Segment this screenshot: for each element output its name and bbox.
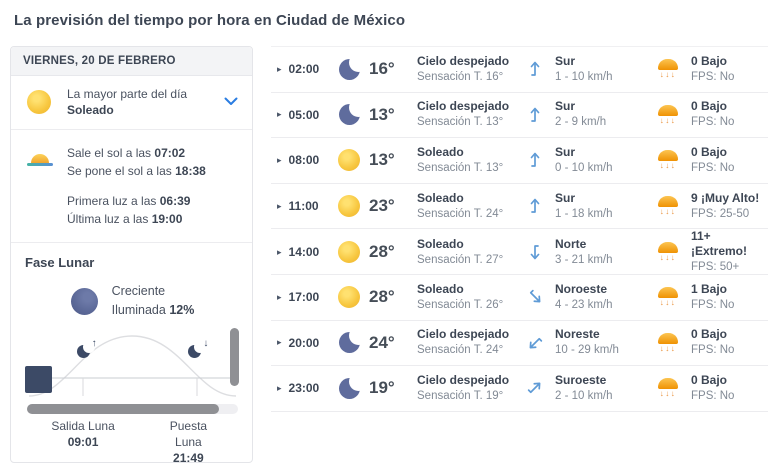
sun-icon (338, 241, 360, 263)
feels-like-label: Sensación T. 24° (417, 207, 504, 220)
temperature: 28° (369, 242, 395, 262)
hour-label: 08:00 (288, 153, 320, 168)
moon-icon (339, 59, 360, 80)
wind-speed-label: 10 - 29 km/h (555, 344, 619, 357)
day-summary-card (10, 46, 253, 463)
uv-index-label: 0 Bajo (691, 144, 728, 159)
wind-direction-label: Sur (555, 53, 576, 68)
sun-icon (338, 149, 360, 171)
expand-arrow-icon[interactable]: ▸ (277, 382, 282, 393)
sun-icon (27, 90, 51, 114)
chevron-down-icon[interactable] (224, 93, 238, 111)
uv-fps-label: FPS: No (691, 116, 735, 129)
wind-direction-label: Sur (555, 99, 576, 114)
moonrise-time: 09:01 (67, 435, 99, 449)
feels-like-label: Sensación T. 13° (417, 161, 504, 174)
forecast-row[interactable] (271, 47, 768, 93)
temperature: 16° (369, 59, 395, 79)
moonrise-time-block: Salida Luna 09:01 (51, 419, 115, 449)
uv-index-label: 1 Bajo (691, 281, 728, 296)
condition-label: Soleado (417, 144, 464, 159)
uv-index-icon: ↓↓↓ (657, 242, 679, 262)
wind-direction-icon (522, 376, 547, 401)
first-light-line: Primera luz a las 06:39 (67, 194, 191, 208)
condition-label: Cielo despejado (417, 372, 510, 387)
uv-index-label: 9 ¡Muy Alto! (691, 190, 760, 205)
sunrise-icon (27, 154, 53, 228)
slider-handle[interactable] (25, 366, 52, 393)
last-light-time: 19:00 (151, 212, 183, 226)
vertical-scrollbar[interactable] (230, 328, 239, 386)
expand-arrow-icon[interactable]: ▸ (277, 291, 282, 302)
forecast-list (271, 46, 768, 412)
expand-arrow-icon[interactable]: ▸ (277, 154, 282, 165)
moon-icon (339, 332, 360, 353)
sun-icon (338, 286, 360, 308)
hour-label: 05:00 (288, 107, 320, 122)
expand-arrow-icon[interactable]: ▸ (277, 200, 282, 211)
moonset-time: 21:49 (173, 451, 204, 465)
moon-section-title: Fase Lunar (25, 255, 95, 270)
wind-speed-label: 2 - 10 km/h (555, 389, 613, 402)
wind-speed-label: 0 - 10 km/h (555, 161, 613, 174)
uv-fps-label: FPS: No (691, 161, 735, 174)
wind-direction-label: Suroeste (555, 372, 607, 387)
temperature: 19° (369, 378, 395, 398)
uv-index-icon: ↓↓↓ (657, 196, 679, 216)
horizontal-scrollbar[interactable] (27, 404, 238, 414)
wind-direction-icon (527, 59, 543, 79)
expand-arrow-icon[interactable]: ▸ (277, 337, 282, 348)
moonset-time-block: Puesta Luna 21:49 (163, 418, 215, 466)
hour-label: 23:00 (288, 381, 320, 396)
uv-index-label: 0 Bajo (691, 372, 728, 387)
moon-icon (339, 104, 360, 125)
moonrise-icon: ↑ (77, 342, 95, 360)
hour-label: 14:00 (288, 245, 320, 260)
sun-times-section (11, 130, 252, 243)
uv-index-icon: ↓↓↓ (657, 150, 679, 170)
uv-fps-label: FPS: 25-50 (691, 207, 750, 220)
uv-index-label: 0 Bajo (691, 99, 728, 114)
uv-index-icon: ↓↓↓ (657, 59, 679, 79)
uv-index-icon: ↓↓↓ (657, 378, 679, 398)
wind-direction-label: Sur (555, 144, 576, 159)
condition-label: Soleado (417, 190, 464, 205)
hour-label: 02:00 (288, 62, 320, 77)
forecast-row[interactable] (271, 275, 768, 321)
temperature: 24° (369, 332, 395, 352)
uv-index-label: 11+ ¡Extremo! (691, 229, 748, 259)
feels-like-label: Sensación T. 19° (417, 389, 504, 402)
day-summary-text: La mayor parte del día (67, 87, 188, 101)
day-condition-row[interactable] (11, 76, 252, 130)
moon-icon (339, 378, 360, 399)
wind-direction-icon (522, 330, 547, 355)
uv-index-label: 0 Bajo (691, 327, 728, 342)
wind-direction-icon (522, 285, 547, 310)
forecast-row[interactable] (271, 229, 768, 275)
first-light-time: 06:39 (159, 194, 191, 208)
temperature: 13° (369, 104, 395, 124)
wind-direction-icon (527, 242, 543, 262)
uv-fps-label: FPS: No (691, 70, 735, 83)
expand-arrow-icon[interactable]: ▸ (277, 63, 282, 74)
wind-speed-label: 4 - 23 km/h (555, 298, 613, 311)
wind-speed-label: 2 - 9 km/h (555, 116, 607, 129)
wind-direction-label: Noroeste (555, 281, 608, 296)
moon-illumination: Iluminada 12% (111, 303, 195, 317)
condition-label: Soleado (417, 281, 464, 296)
wind-direction-icon (527, 105, 543, 125)
feels-like-label: Sensación T. 16° (417, 70, 504, 83)
wind-speed-label: 1 - 10 km/h (555, 70, 613, 83)
hour-label: 17:00 (288, 290, 320, 305)
uv-fps-label: FPS: No (691, 389, 735, 402)
hour-label: 20:00 (288, 335, 320, 350)
sunrise-time: 07:02 (154, 146, 186, 160)
moon-phase-section (11, 243, 252, 465)
uv-index-icon: ↓↓↓ (657, 333, 679, 353)
page-title: La previsión del tiempo por hora en Ciudad de México (14, 12, 406, 29)
date-header: VIERNES, 20 DE FEBRERO (11, 47, 252, 76)
wind-direction-label: Sur (555, 190, 576, 205)
feels-like-label: Sensación T. 24° (417, 344, 504, 357)
last-light-line: Última luz a las 19:00 (67, 212, 183, 226)
moonset-icon: ↓ (188, 342, 206, 360)
sunset-line: Se pone el sol a las 18:38 (67, 164, 206, 178)
day-condition-label: Soleado (67, 103, 114, 117)
feels-like-label: Sensación T. 27° (417, 253, 504, 266)
wind-speed-label: 3 - 21 km/h (555, 253, 613, 266)
moon-trajectory-chart (25, 326, 240, 416)
condition-label: Cielo despejado (417, 53, 510, 68)
uv-index-icon: ↓↓↓ (657, 287, 679, 307)
temperature: 28° (369, 287, 395, 307)
hour-label: 11:00 (288, 199, 319, 214)
condition-label: Cielo despejado (417, 327, 510, 342)
feels-like-label: Sensación T. 26° (417, 298, 504, 311)
condition-label: Soleado (417, 236, 464, 251)
moon-phase-name: Creciente (111, 284, 166, 298)
forecast-row[interactable] (271, 184, 768, 230)
forecast-row[interactable] (271, 366, 768, 412)
moon-phase-icon (71, 288, 98, 315)
wind-speed-label: 1 - 18 km/h (555, 207, 613, 220)
wind-direction-label: Norte (555, 236, 587, 251)
temperature: 23° (369, 196, 395, 216)
sunrise-line: Sale el sol a las 07:02 (67, 146, 186, 160)
wind-direction-icon (527, 196, 543, 216)
wind-direction-label: Noreste (555, 327, 600, 342)
uv-index-label: 0 Bajo (691, 53, 728, 68)
expand-arrow-icon[interactable]: ▸ (277, 246, 282, 257)
uv-index-icon: ↓↓↓ (657, 105, 679, 125)
expand-arrow-icon[interactable]: ▸ (277, 109, 282, 120)
main-layout (0, 39, 768, 463)
temperature: 13° (369, 150, 395, 170)
uv-fps-label: FPS: 50+ (691, 261, 740, 274)
forecast-row[interactable] (271, 321, 768, 367)
condition-label: Cielo despejado (417, 99, 510, 114)
uv-fps-label: FPS: No (691, 344, 735, 357)
forecast-row[interactable] (271, 138, 768, 184)
sun-icon (338, 195, 360, 217)
feels-like-label: Sensación T. 13° (417, 116, 504, 129)
sunset-time: 18:38 (175, 164, 206, 178)
forecast-row[interactable] (271, 93, 768, 139)
wind-direction-icon (527, 150, 543, 170)
uv-fps-label: FPS: No (691, 298, 735, 311)
